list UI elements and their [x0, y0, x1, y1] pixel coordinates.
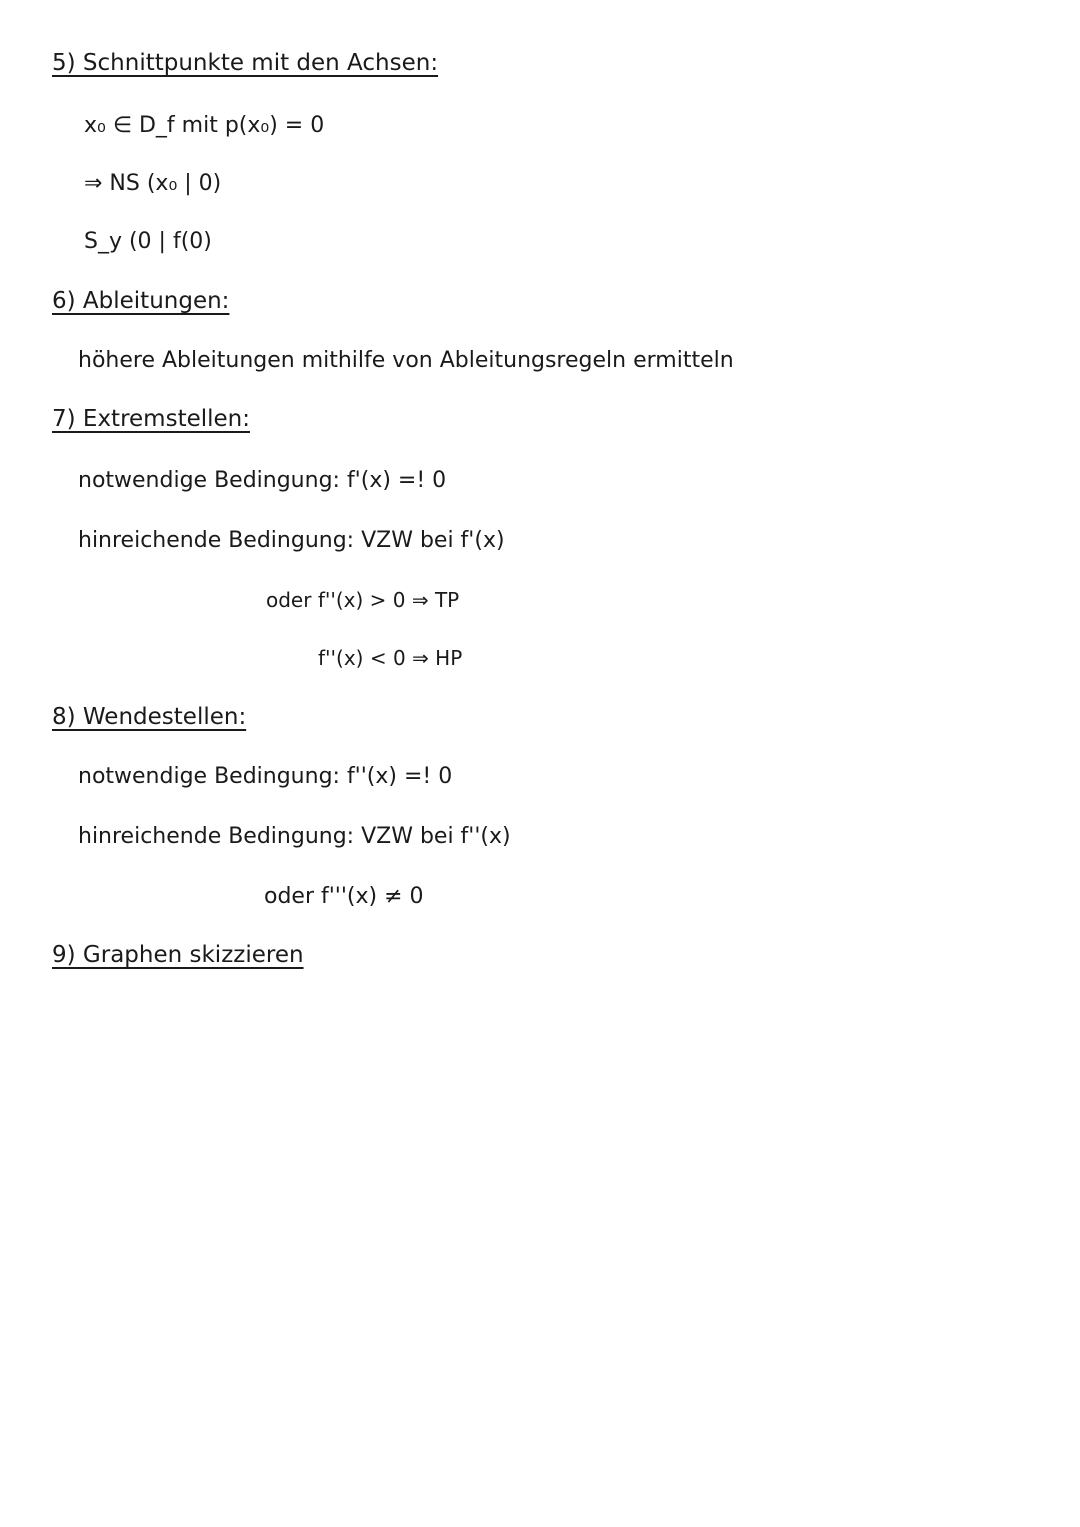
section-6-heading: 6) Ableitungen:	[52, 288, 230, 314]
section-7-necessary-condition: notwendige Bedingung: f'(x) =! 0	[78, 468, 447, 493]
section-8-sufficient-condition: hinreichende Bedingung: VZW bei f''(x)	[78, 824, 511, 849]
section-7-maximum: f''(x) < 0 ⇒ HP	[318, 646, 463, 670]
section-5-line-3: S_y (0 | f(0)	[84, 229, 212, 254]
section-8-or-line: oder f'''(x) ≠ 0	[264, 884, 424, 909]
section-8-necessary-condition: notwendige Bedingung: f''(x) =! 0	[78, 764, 453, 789]
section-5-heading: 5) Schnittpunkte mit den Achsen:	[52, 50, 439, 76]
section-7-sufficient-condition: hinreichende Bedingung: VZW bei f'(x)	[78, 528, 505, 553]
section-6-line-1: höhere Ableitungen mithilfe von Ableitungsregeln ermitteln	[78, 348, 734, 373]
section-5-line-2: ⇒ NS (x₀ | 0)	[84, 171, 222, 196]
section-7-or-minimum: oder f''(x) > 0 ⇒ TP	[266, 588, 460, 612]
section-5-line-1: x₀ ∈ D_f mit p(x₀) = 0	[84, 113, 325, 138]
section-7-heading: 7) Extremstellen:	[52, 406, 250, 432]
section-9-heading: 9) Graphen skizzieren	[52, 942, 304, 968]
section-8-heading: 8) Wendestellen:	[52, 704, 247, 730]
